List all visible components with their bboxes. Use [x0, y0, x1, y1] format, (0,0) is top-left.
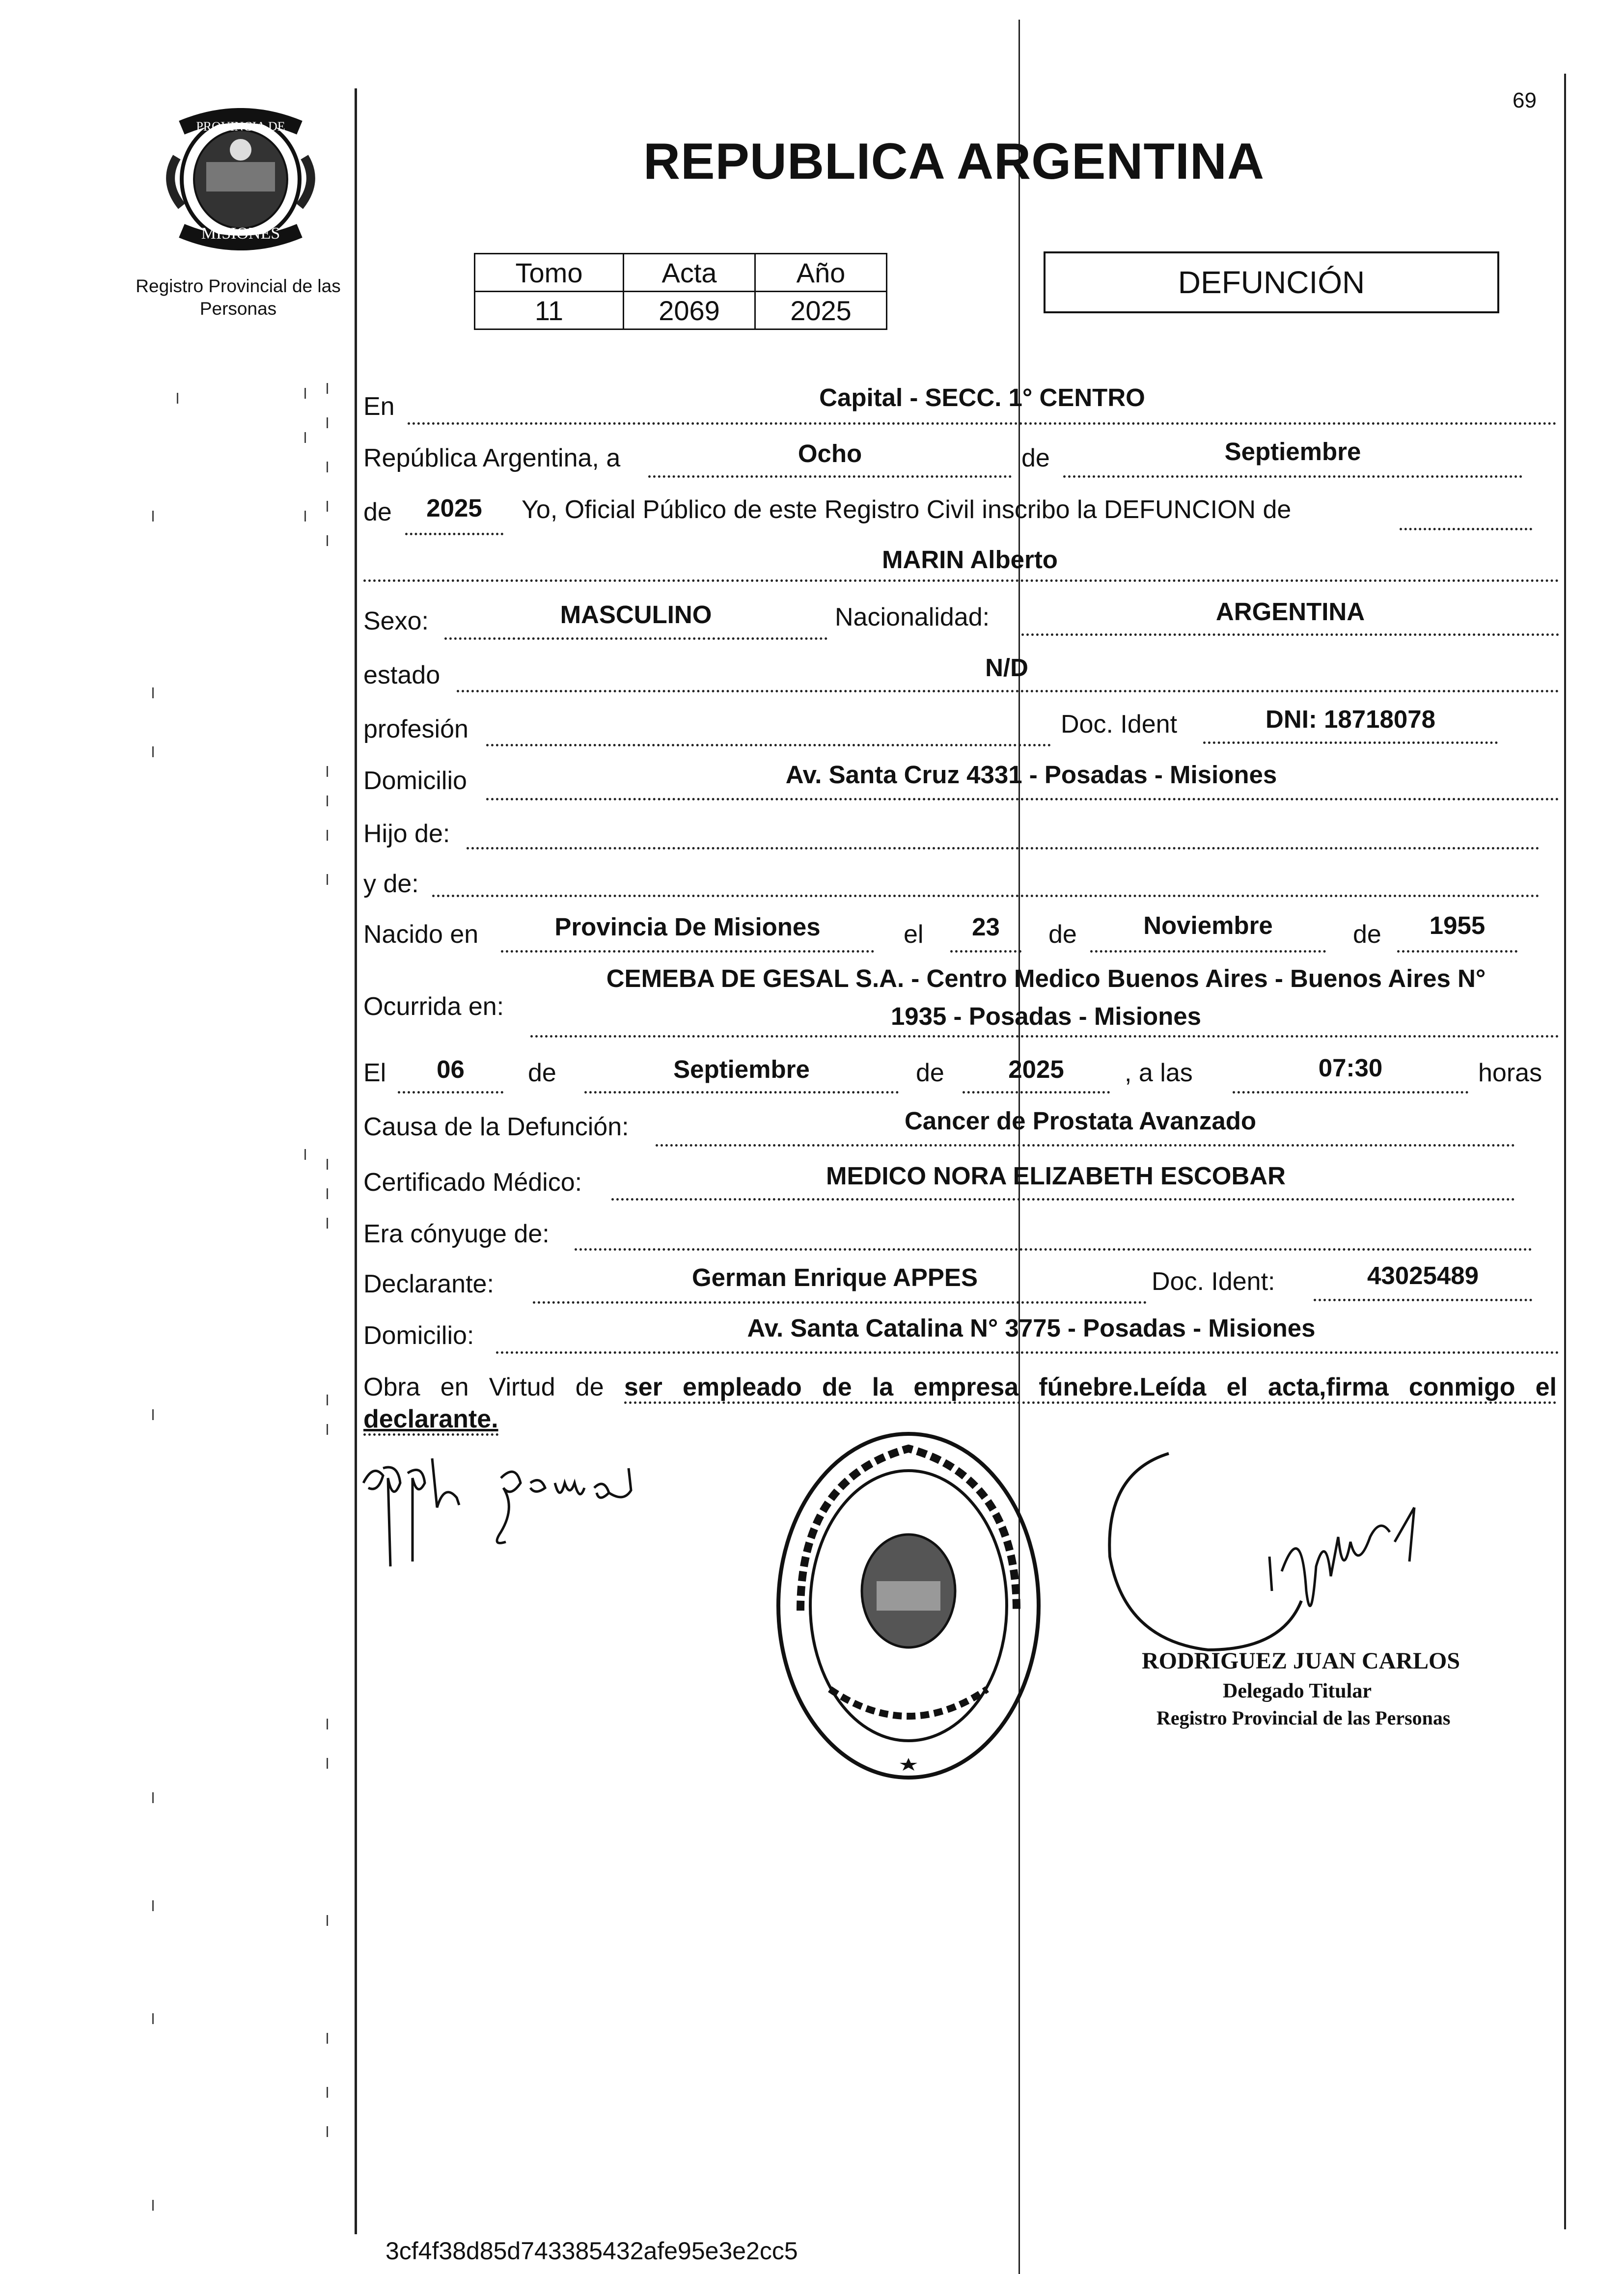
label-de-2: de	[363, 498, 392, 526]
right-margin-line	[1564, 74, 1566, 2229]
label-horas: horas	[1478, 1059, 1542, 1087]
value-def-anio: 2025	[1008, 1055, 1064, 1083]
officer-office: Registro Provincial de las Personas	[1156, 1707, 1451, 1729]
dotline-anio	[405, 533, 503, 535]
center-fold-line	[1018, 20, 1020, 2274]
value-causa: Cancer de Prostata Avanzado	[904, 1107, 1257, 1135]
value-declarante: German Enrique APPES	[692, 1263, 978, 1291]
register-value-anio: 2025	[755, 292, 887, 329]
value-ocurrida-1: CEMEBA DE GESAL S.A. - Centro Medico Buenos Aires - Buenos Aires N°	[606, 964, 1486, 992]
official-seal	[771, 1424, 1046, 1787]
page-number: 69	[1513, 88, 1537, 112]
left-margin-line	[355, 88, 357, 2234]
dotline-y-de	[432, 895, 1540, 897]
register-header-anio: Año	[755, 254, 887, 292]
value-ocurrida-2: 1935 - Posadas - Misiones	[890, 1002, 1202, 1030]
dotline-hijo-de	[467, 847, 1540, 849]
register-table	[474, 253, 887, 330]
label-estado: estado	[363, 661, 440, 689]
value-def-hora: 07:30	[1318, 1054, 1383, 1082]
obra-en-virtud-line-2	[363, 1404, 498, 1434]
value-lugar: Capital - SECC. 1° CENTRO	[819, 384, 1145, 411]
value-domicilio: Av. Santa Cruz 4331 - Posadas - Misiones	[785, 761, 1277, 789]
label-conyuge: Era cónyuge de:	[363, 1220, 550, 1248]
value-def-dia: 06	[437, 1055, 465, 1083]
value-sexo: MASCULINO	[560, 601, 712, 629]
label-nacido-en: Nacido en	[363, 920, 479, 949]
dotline-domicilio-2	[496, 1351, 1559, 1354]
label-sexo: Sexo:	[363, 607, 429, 635]
label-republica: República Argentina, a	[363, 444, 621, 472]
register-header-acta: Acta	[624, 254, 755, 292]
label-de-4: de	[1353, 920, 1381, 949]
dotline-estado	[457, 690, 1559, 692]
dotline-declarante-doc	[1314, 1299, 1532, 1301]
label-y-de: y de:	[363, 870, 419, 898]
value-def-mes: Septiembre	[673, 1055, 810, 1083]
value-nac-dia: 23	[972, 913, 1000, 941]
label-domicilio: Domicilio	[363, 767, 467, 795]
dotline-def-mes	[584, 1091, 899, 1094]
value-obra-line-2: declarante.	[363, 1405, 498, 1436]
obra-en-virtud-line-1	[363, 1372, 1557, 1402]
value-estado: N/D	[985, 654, 1028, 682]
dotline-dni	[1203, 741, 1498, 744]
dotline-declarante	[533, 1301, 1147, 1304]
dotline-nac-dia	[950, 950, 1021, 953]
dotline-domicilio	[486, 798, 1559, 800]
svg-text:PROVINCIA DE: PROVINCIA DE	[196, 119, 285, 134]
dotline-causa	[656, 1144, 1515, 1147]
page-title: REPUBLICA ARGENTINA	[643, 133, 1265, 190]
svg-text:MISIONES: MISIONES	[201, 224, 280, 243]
value-obra-line-1: ser empleado de la empresa fúnebre.Leída el acta,firma conmigo el	[624, 1373, 1557, 1404]
value-certificado: MEDICO NORA ELIZABETH ESCOBAR	[826, 1162, 1286, 1190]
dotline-def-dia	[398, 1091, 503, 1094]
officer-signature	[1095, 1444, 1498, 1670]
label-a-las: , a las	[1125, 1059, 1193, 1087]
label-hijo-de: Hijo de:	[363, 820, 450, 848]
value-nac-anio: 1955	[1429, 911, 1486, 939]
label-de-3: de	[1048, 920, 1077, 949]
officer-role: Delegado Titular	[1223, 1680, 1372, 1702]
value-declarante-domicilio: Av. Santa Catalina N° 3775 - Posadas - Misiones	[747, 1314, 1316, 1342]
label-el-2: El	[363, 1059, 386, 1087]
value-nombre: MARIN Alberto	[882, 546, 1058, 574]
dotline-nac-mes	[1090, 950, 1326, 953]
label-causa: Causa de la Defunción:	[363, 1113, 629, 1141]
label-domicilio-2: Domicilio:	[363, 1321, 474, 1350]
label-certificado: Certificado Médico:	[363, 1168, 582, 1197]
register-value-acta: 2069	[624, 292, 755, 329]
dotline-conyuge	[575, 1248, 1532, 1251]
value-anio: 2025	[426, 494, 482, 522]
label-doc-ident: Doc. Ident	[1061, 710, 1178, 739]
label-nacionalidad: Nacionalidad:	[835, 603, 990, 631]
value-dia: Ocho	[798, 439, 862, 467]
dotline-nacionalidad	[1021, 633, 1559, 636]
dotline-nacido-en	[501, 950, 874, 953]
dotline-inscribo-end	[1400, 528, 1532, 530]
value-nacionalidad: ARGENTINA	[1215, 598, 1365, 626]
value-mes: Septiembre	[1224, 438, 1361, 466]
dotline-profesion	[486, 744, 1051, 746]
officer-name: RODRIGUEZ JUAN CARLOS	[1142, 1648, 1460, 1674]
dotline-mes	[1063, 475, 1522, 478]
label-declarante: Declarante:	[363, 1270, 494, 1298]
dotline-nac-anio	[1397, 950, 1517, 953]
dotline-nombre	[363, 579, 1559, 582]
label-ocurrida-en: Ocurrida en:	[363, 992, 504, 1021]
register-header-tomo: Tomo	[475, 254, 624, 292]
value-dni: DNI: 18718078	[1266, 705, 1435, 733]
dotline-certificado	[611, 1198, 1515, 1201]
dotline-en	[408, 422, 1557, 425]
label-obra-prefix: Obra en Virtud de	[363, 1373, 604, 1401]
issuer-caption: Registro Provincial de las Personas	[136, 276, 341, 319]
label-de-6: de	[916, 1059, 944, 1087]
label-profesion: profesión	[363, 715, 468, 743]
dotline-ocurrida	[530, 1035, 1559, 1038]
label-doc-ident-2: Doc. Ident:	[1152, 1267, 1275, 1296]
record-type-box: DEFUNCIÓN	[1044, 251, 1499, 313]
province-coat-of-arms-logo	[162, 108, 319, 250]
label-inscribo: Yo, Oficial Público de este Registro Civil inscribo la DEFUNCION de	[522, 495, 1292, 524]
dotline-dia	[648, 475, 1012, 478]
label-de-1: de	[1021, 444, 1050, 472]
declarant-signature	[354, 1449, 658, 1576]
value-nacido-en: Provincia De Misiones	[554, 913, 821, 941]
document-hash: 3cf4f38d85d743385432afe95e3e2cc5	[385, 2237, 798, 2265]
label-el-1: el	[904, 920, 924, 949]
dotline-def-anio	[963, 1091, 1110, 1094]
register-value-tomo: 11	[475, 292, 624, 329]
value-nac-mes: Noviembre	[1143, 911, 1273, 939]
value-declarante-doc: 43025489	[1367, 1261, 1479, 1289]
dotline-def-hora	[1233, 1091, 1468, 1094]
label-en: En	[363, 392, 395, 421]
dotline-sexo	[444, 637, 827, 640]
label-de-5: de	[528, 1059, 556, 1087]
